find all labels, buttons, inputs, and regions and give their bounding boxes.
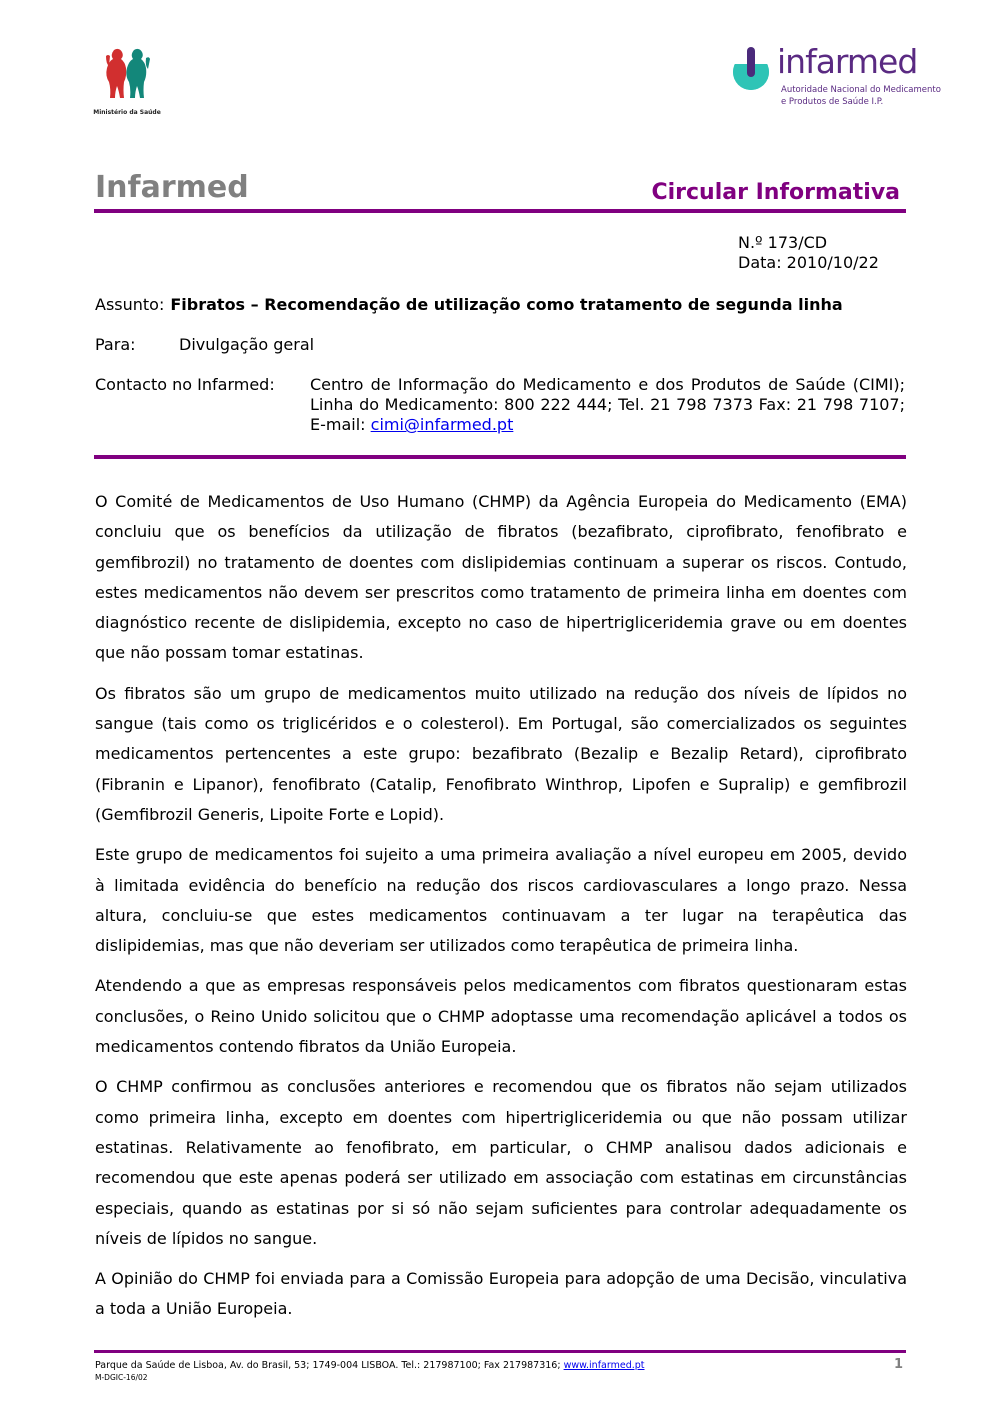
footer-address	[95, 1360, 645, 1371]
body-paragraph: O Comité de Medicamentos de Uso Humano (CHMP) da Agência Europeia do Medicamento (EMA) concluiu que os benefícios da utilização de fibratos (bezafibrato, ciprofibrato, fenofibrato e gemfibrozil) no tratamento de doentes com dislipidemias continuam a superar os riscos. Contudo, estes medicamentos não devem ser prescritos como tratamento de primeira linha em doentes com diagnóstico recente de dislipidemia, excepto no caso de hipertrigliceridemia grave ou em doentes que não possam tomar estatinas.	[95, 492, 907, 663]
body-paragraph: A Opinião do CHMP foi enviada para a Comissão Europeia para adopção de uma Decisão, vinculativa a toda a União Europeia.	[95, 1269, 907, 1319]
document-body	[95, 487, 907, 1335]
footer-divider	[94, 1350, 906, 1353]
footer-website-link[interactable]: www.infarmed.pt	[563, 1360, 645, 1371]
body-paragraph: Este grupo de medicamentos foi sujeito a uma primeira avaliação a nível europeu em 2005, devido à limitada evidência do benefício na redução dos riscos cardiovasculares a longo prazo. Nessa altura, concluiu-se que estes medicamentos continuavam a ter lugar na terapêutica das dislipidemias, mas que não deveriam ser utilizados como terapêutica de primeira linha.	[95, 845, 907, 956]
header-divider	[94, 209, 906, 213]
body-paragraph: Os fibratos são um grupo de medicamentos muito utilizado na redução dos níveis de lípidos no sangue (tais como os triglicéridos e o colesterol). Em Portugal, são comercializados os seguintes medicamentos pertencentes a este grupo: bezafibrato (Bezalip e Bezalip Retard), ciprofibrato (Fibranin e Lipanor), fenofibrato (Catalip, Fenofibrato Winthrop, Lipofen e Supralip) e gemfibrozil (Gemfibrozil Generis, Lipoite Forte e Lopid).	[95, 683, 907, 824]
footer-address-text: Parque da Saúde de Lisboa, Av. do Brasil, 53; 1749-004 LISBOA. Tel.: 217987100; Fax 217987316;	[95, 1360, 564, 1371]
header-left-title: Infarmed	[95, 170, 249, 205]
body-paragraph: O CHMP confirmou as conclusões anteriores e recomendou que os fibratos não sejam utilizados como primeira linha, excepto em doentes com hipertrigliceridemia ou que não possam utilizar estatinas. Relativamente ao fenofibrato, em particular, o CHMP analisou dados adicionais e recomendou que este apenas poderá ser utilizado em associação com estatinas em circunstâncias especiais, quando as estatinas por si só não sejam suficientes para controlar adequadamente os níveis de lípidos no sangue.	[95, 1077, 907, 1248]
document-meta	[738, 233, 879, 273]
page-number: 1	[894, 1357, 904, 1372]
subject-label: Assunto:	[95, 295, 165, 314]
infarmed-subtitle-line1: Autoridade Nacional do Medicamento	[781, 85, 941, 95]
fields-divider	[94, 455, 906, 459]
document-type-title: Circular Informativa	[651, 180, 900, 205]
circular-date: Data: 2010/10/22	[738, 253, 879, 272]
ministry-figures-icon	[98, 46, 158, 108]
infarmed-subtitle-line2: e Produtos de Saúde I.P.	[781, 97, 884, 107]
footer-form-code: M-DGIC-16/02	[95, 1373, 148, 1382]
ministry-caption: Ministério da Saúde	[93, 109, 161, 116]
contact-email-link[interactable]: cimi@infarmed.pt	[370, 415, 514, 434]
subject-row	[95, 295, 843, 314]
contact-value	[310, 375, 905, 435]
contact-text: Centro de Informação do Medicamento e dos Produtos de Saúde (CIMI); Linha do Medicamento: 800 222 444; Tel. 21 798 7373 Fax: 21 798 7107; E-mail:	[310, 375, 905, 434]
body-paragraph: Atendendo a que as empresas responsáveis pelos medicamentos com fibratos questionaram estas conclusões, o Reino Unido solicitou que o CHMP adoptasse uma recomendação aplicável a todos os medicamentos contendo fibratos da União Europeia.	[95, 976, 907, 1057]
recipient-label: Para:	[95, 335, 136, 354]
recipient-value: Divulgação geral	[179, 335, 315, 354]
infarmed-logo	[726, 42, 941, 114]
ministry-logo	[98, 46, 158, 118]
contact-label: Contacto no Infarmed:	[95, 375, 275, 394]
circular-number: N.º 173/CD	[738, 233, 828, 252]
infarmed-mark-icon	[726, 44, 776, 94]
subject-value: Fibratos – Recomendação de utilização como tratamento de segunda linha	[170, 295, 843, 314]
infarmed-wordmark: infarmed	[777, 42, 918, 81]
